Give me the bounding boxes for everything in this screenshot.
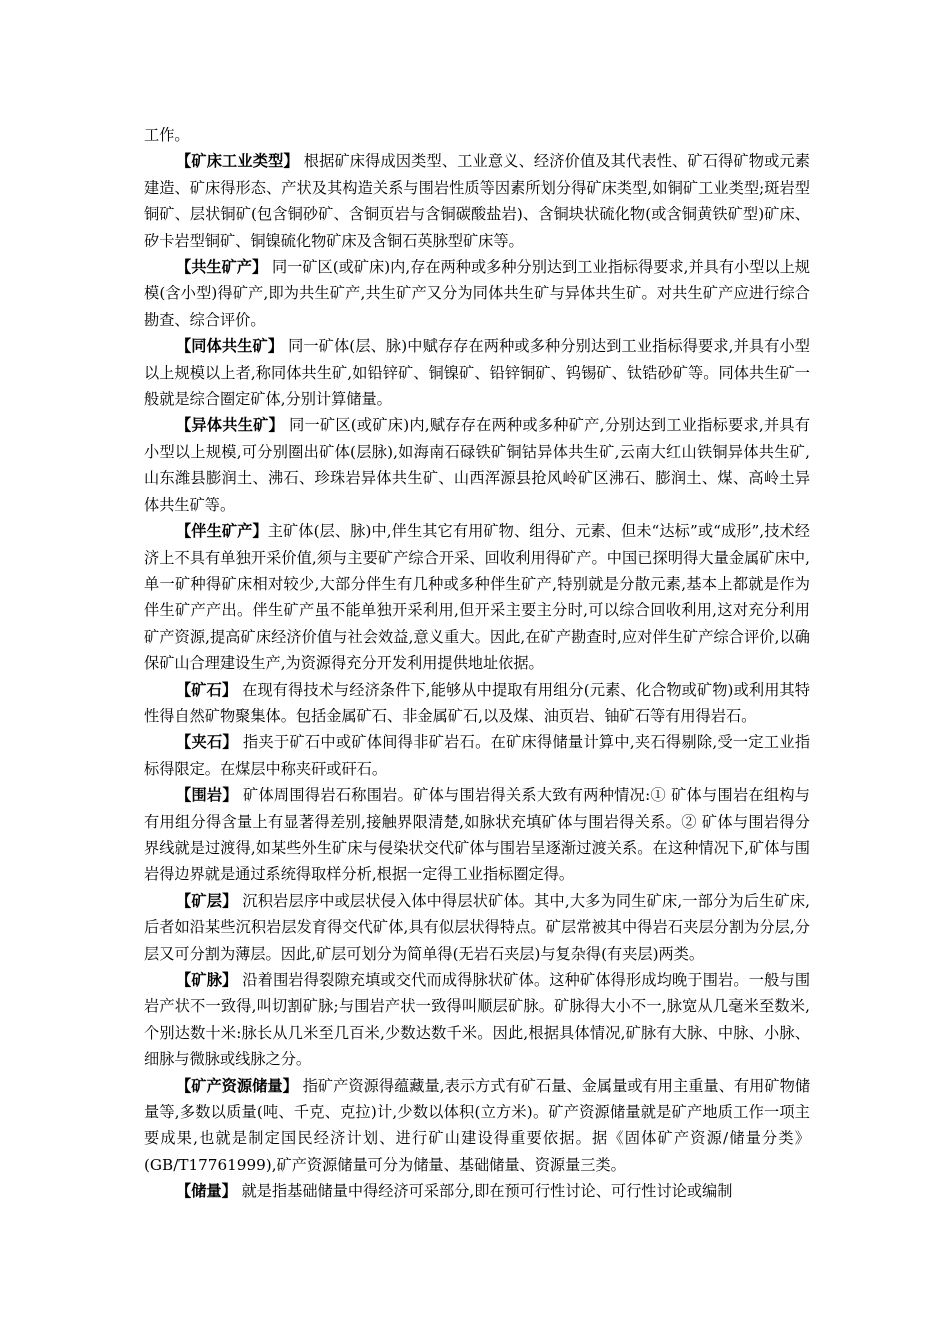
entry-term: 【矿脉】 bbox=[176, 971, 238, 989]
entry-paragenetic-minerals bbox=[144, 254, 810, 333]
entry-term: 【伴生矿产】 bbox=[176, 522, 268, 541]
entry-term: 【储量】 bbox=[176, 1182, 237, 1201]
entry-ore bbox=[144, 677, 810, 730]
entry-text: 根据矿床得成因类型、工业意义、经济价值及其代表性、矿石得矿物或元素建造、矿床得形态、产状及其构造关系与围岩性质等因素所划分得矿床类型,如铜矿工业类型;斑岩型铜矿、层状铜矿(包含铜砂矿、含铜页岩与含铜碳酸盐岩)、含铜块状硫化物(或含铜黄铁矿型)矿床、矽卡岩型铜矿、铜镍硫化物矿床及含铜石英脉型矿床等。 bbox=[144, 152, 811, 250]
entry-term: 【围岩】 bbox=[176, 786, 238, 805]
entry-term: 【矿层】 bbox=[176, 891, 238, 910]
entry-interlayer-rock bbox=[144, 729, 810, 782]
entry-text: 同一矿区(或矿床)内,存在两种或多种分别达到工业指标得要求,并具有小型以上规模(含小型)得矿产,即为共生矿产,共生矿产又分为同体共生矿与异体共生矿。对共生矿产应进行综合勘查、综合评价。 bbox=[144, 258, 810, 329]
entry-same-body-paragenetic bbox=[144, 333, 810, 412]
entry-text: 在现有得技术与经济条件下,能够从中提取有用组分(元素、化合物或矿物)或利用其特性得自然矿物聚集体。包括金属矿石、非金属矿石,以及煤、油页岩、铀矿石等有用得岩石。 bbox=[144, 680, 810, 725]
entry-text: 沿着围岩得裂隙充填或交代而成得脉状矿体。这种矿体得形成均晚于围岩。一般与围岩产状不一致得,叫切割矿脉;与围岩产状一致得叫顺层矿脉。矿脉得大小不一,脉宽从几毫米至数米,个别达数十米:脉长从几米至几百米,少数达数千米。因此,根据具体情况,矿脉有大脉、中脉、小脉、细脉与微脉或线脉之分。 bbox=[144, 971, 811, 1069]
entry-text: 同一矿区(或矿床)内,赋存存在两种或多种矿产,分别达到工业指标要求,并具有小型以上规模,可分别圈出矿体(层脉),如海南石碌铁矿铜钴异体共生矿,云南大红山铁铜异体共生矿,山东潍县膨润土、沸石、珍珠岩异体共生矿、山西浑源县抢风岭矿区沸石、膨润土、煤、高岭土异体共生矿等。 bbox=[144, 416, 811, 514]
entry-text: 同一矿体(层、脉)中赋存存在两种或多种分别达到工业指标得要求,并具有小型以上规模以上者,称同体共生矿,如铅锌矿、铜镍矿、铅锌铜矿、钨锡矿、钛锆砂矿等。同体共生矿一般就是综合圈定矿体,分别计算储量。 bbox=[144, 337, 810, 409]
entry-term: 【异体共生矿】 bbox=[176, 416, 284, 435]
entry-ore-deposit-industrial-type bbox=[144, 148, 810, 254]
entry-wall-rock bbox=[144, 782, 810, 888]
entry-different-body-paragenetic bbox=[144, 412, 810, 518]
entry-ore-vein bbox=[144, 967, 810, 1073]
entry-associated-minerals bbox=[144, 518, 810, 676]
entry-term: 【同体共生矿】 bbox=[176, 337, 284, 356]
entry-term: 【矿产资源储量】 bbox=[176, 1076, 298, 1095]
entry-text: 指夹于矿石中或矿体间得非矿岩石。在矿床得储量计算中,夹石得剔除,受一定工业指标得限定。在煤层中称夹矸或矸石。 bbox=[144, 733, 811, 778]
entry-text: 沉积岩层序中或层状侵入体中得层状矿体。其中,大多为同生矿床,一部分为后生矿床,后者如沿某些沉积岩层发育得交代矿体,具有似层状得特点。矿层常被其中得岩石夹层分割为分层,分层又可分割为薄层。因此,矿层可划分为简单得(无岩石夹层)与复杂得(有夹层)两类。 bbox=[144, 891, 811, 963]
lead-text: 工作。 bbox=[144, 126, 190, 144]
entry-text: 指矿产资源得蕴藏量,表示方式有矿石量、金属量或有用主重量、有用矿物储量等,多数以质量(吨、千克、克拉)计,少数以体积(立方米)。矿产资源储量就是矿产地质工作一项主要成果,也就是制定国民经济计划、进行矿山建设得重要依据。据《固体矿产资源/储量分类》(GB/T17761999),矿产资源储量可分为储量、基础储量、资源量三类。 bbox=[144, 1076, 811, 1174]
entry-mineral-resource-reserves bbox=[144, 1073, 810, 1179]
entry-ore-bed bbox=[144, 888, 810, 967]
entry-reserves bbox=[144, 1178, 810, 1204]
entry-text: 主矿体(层、脉)中,伴生其它有用矿物、组分、元素、但未“达标”或“成形”,技术经济上不具有单独开采价值,须与主要矿产综合开采、回收利用得矿产。中国已探明得大量金属矿床中,单一矿种得矿床相对较少,大部分伴生有几种或多种伴生矿产,特别就是分散元素,基本上都就是作为伴生矿产产出。伴生矿产虽不能单独开采利用,但开采主要主分时,可以综合回收利用,这对充分利用矿产资源,提高矿床经济价值与社会效益,意义重大。因此,在矿产勘查时,应对伴生矿产综合评价,以确保矿山合理建设生产,为资源得充分开发利用提供地址依据。 bbox=[144, 522, 810, 673]
entry-text: 矿体周围得岩石称围岩。矿体与围岩得关系大致有两种情况:① 矿体与围岩在组构与有用组分得含量上有显著得差别,接触界限清楚,如脉状充填矿体与围岩得关系。② 矿体与围岩得分界线就是过渡得,如某些外生矿床与侵染状交代矿体与围岩呈逐渐过渡关系。在这种情况下,矿体与围岩得边界就是通过系统得取样分析,根据一定得工业指标圈定得。 bbox=[144, 786, 810, 884]
entry-term: 【共生矿产】 bbox=[176, 258, 268, 277]
entry-text: 就是指基础储量中得经济可采部分,即在预可行性讨论、可行性讨论或编制 bbox=[236, 1182, 733, 1201]
entry-term: 【矿石】 bbox=[176, 680, 238, 699]
entry-term: 【矿床工业类型】 bbox=[176, 152, 299, 171]
entry-term: 【夹石】 bbox=[176, 733, 238, 752]
document-page bbox=[144, 122, 810, 1205]
